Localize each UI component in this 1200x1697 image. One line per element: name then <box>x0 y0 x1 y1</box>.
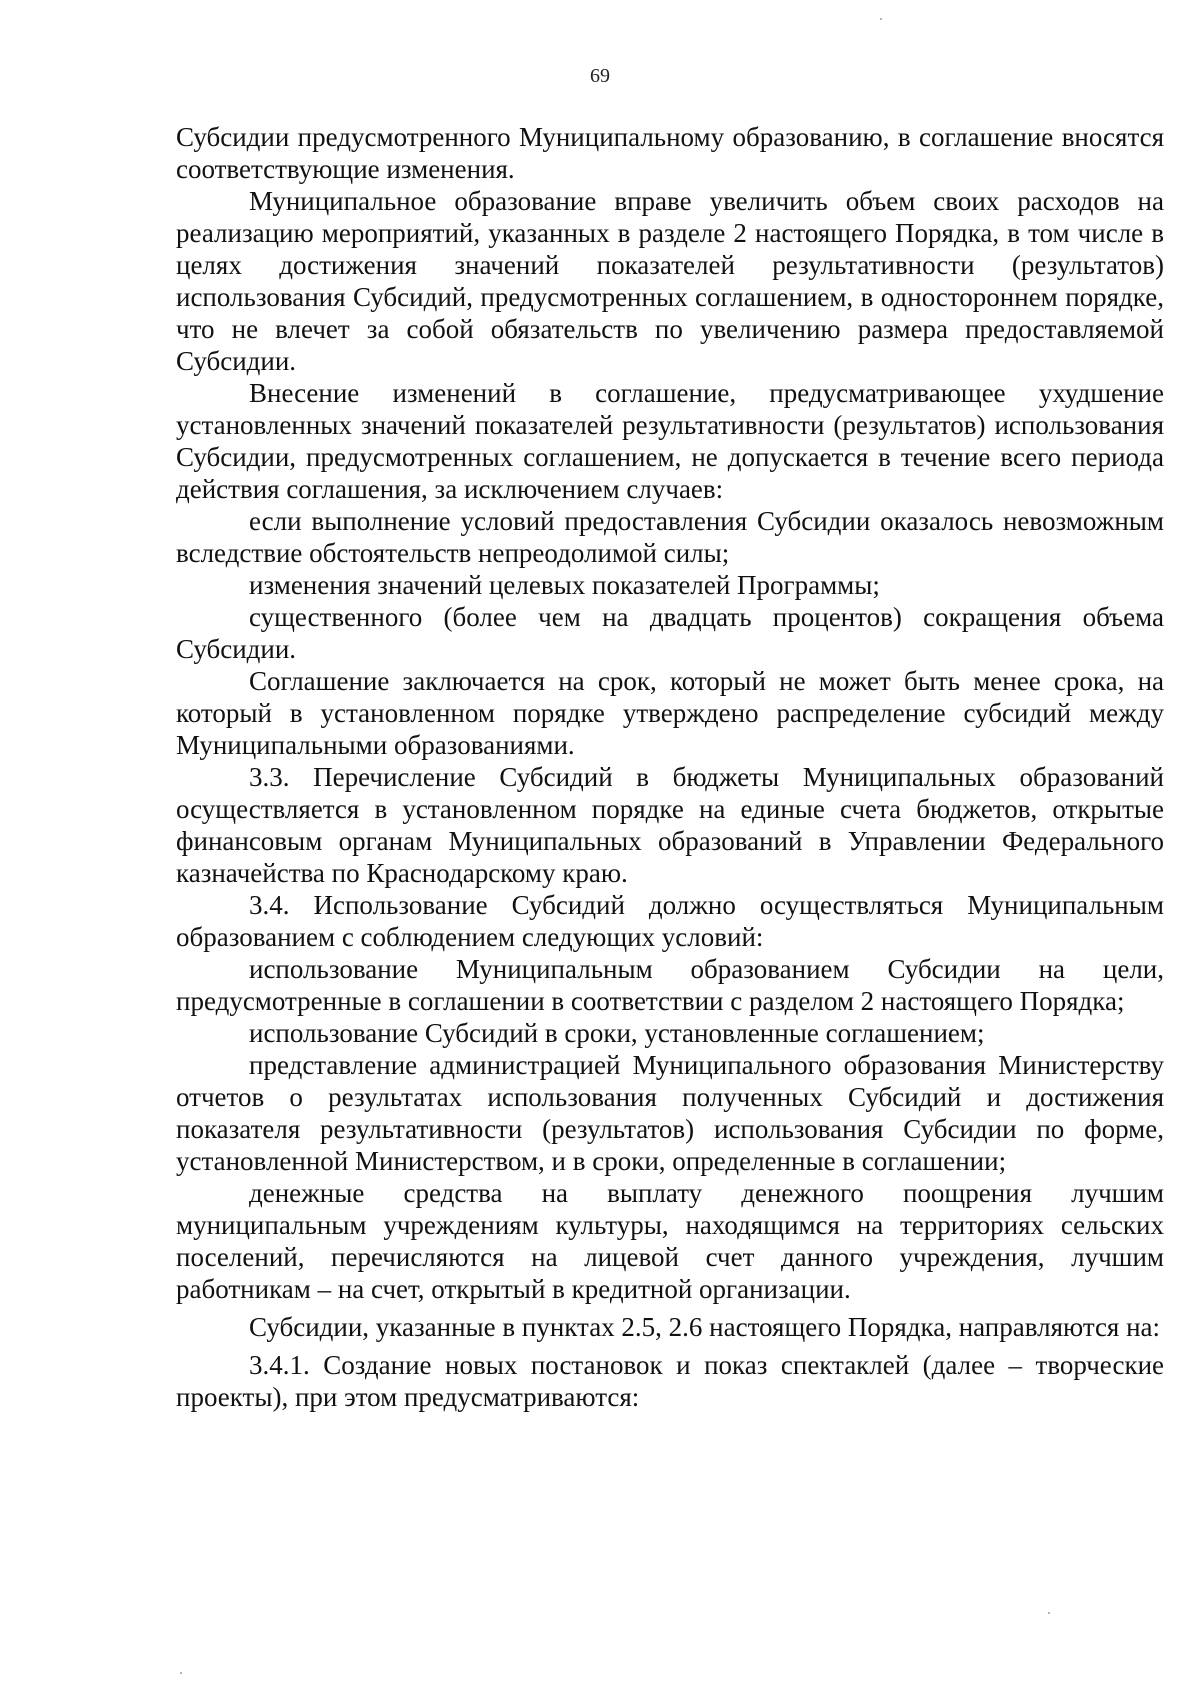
paragraph: Муниципальное образование вправе увеличить объем своих расходов на реализацию мероприятий, указанных в разделе 2 настоящего Порядка, в том числе в целях достижения значений показателей результативности (результатов) использования Субсидий, предусмотренных соглашением, в одностороннем порядке, что не влечет за собой обязательств по увеличению размера предоставляемой Субсидии. <box>176 186 1164 376</box>
paragraph: представление администрацией Муниципального образования Министерству отчетов о результатах использования полученных Субсидий и достижения показателя результативности (результатов) использования Субсидии по форме, установленной Министерством, и в сроки, определенные в соглашении; <box>176 1050 1164 1176</box>
paragraph: 3.4.1. Создание новых постановок и показ спектаклей (далее – творческие проекты), при этом предусматриваются: <box>176 1350 1164 1412</box>
paragraph: изменения значений целевых показателей Программы; <box>249 570 880 600</box>
scan-speck <box>880 18 882 20</box>
scan-speck <box>1048 1612 1050 1614</box>
paragraph: Субсидии предусмотренного Муниципальному образованию, в соглашение вносятся соответствующие изменения. <box>176 122 1164 184</box>
paragraph: 3.3. Перечисление Субсидий в бюджеты Муниципальных образований осуществляется в установленном порядке на единые счета бюджетов, открытые финансовым органам Муниципальных образований в Управлении Федерального казначейства по Краснодарскому краю. <box>176 762 1164 888</box>
paragraph: денежные средства на выплату денежного поощрения лучшим муниципальным учреждениям культуры, находящимся на территориях сельских поселений, перечисляются на лицевой счет данного учреждения, лучшим работникам – на счет, открытый в кредитной организации. <box>176 1178 1164 1304</box>
document-body <box>176 121 1164 1413</box>
scan-speck <box>180 1672 182 1674</box>
paragraph: Соглашение заключается на срок, который не может быть менее срока, на который в установленном порядке утверждено распределение субсидий между Муниципальными образованиями. <box>176 666 1164 760</box>
paragraph: если выполнение условий предоставления Субсидии оказалось невозможным вследствие обстоятельств непреодолимой силы; <box>176 506 1164 568</box>
paragraph: использование Муниципальным образованием Субсидии на цели, предусмотренные в соглашении в соответствии с разделом 2 настоящего Порядка; <box>176 954 1164 1016</box>
paragraph: существенного (более чем на двадцать процентов) сокращения объема Субсидии. <box>176 602 1164 664</box>
paragraph: Субсидии, указанные в пунктах 2.5, 2.6 настоящего Порядка, направляются на: <box>249 1312 1161 1342</box>
paragraph: Внесение изменений в соглашение, предусматривающее ухудшение установленных значений показателей результативности (результатов) использования Субсидии, предусмотренных соглашением, не допускается в течение всего периода действия соглашения, за исключением случаев: <box>176 378 1164 504</box>
page-number: 69 <box>590 65 610 87</box>
paragraph: 3.4. Использование Субсидий должно осуществляться Муниципальным образованием с соблюдением следующих условий: <box>176 890 1164 952</box>
paragraph: использование Субсидий в сроки, установленные соглашением; <box>249 1018 985 1048</box>
